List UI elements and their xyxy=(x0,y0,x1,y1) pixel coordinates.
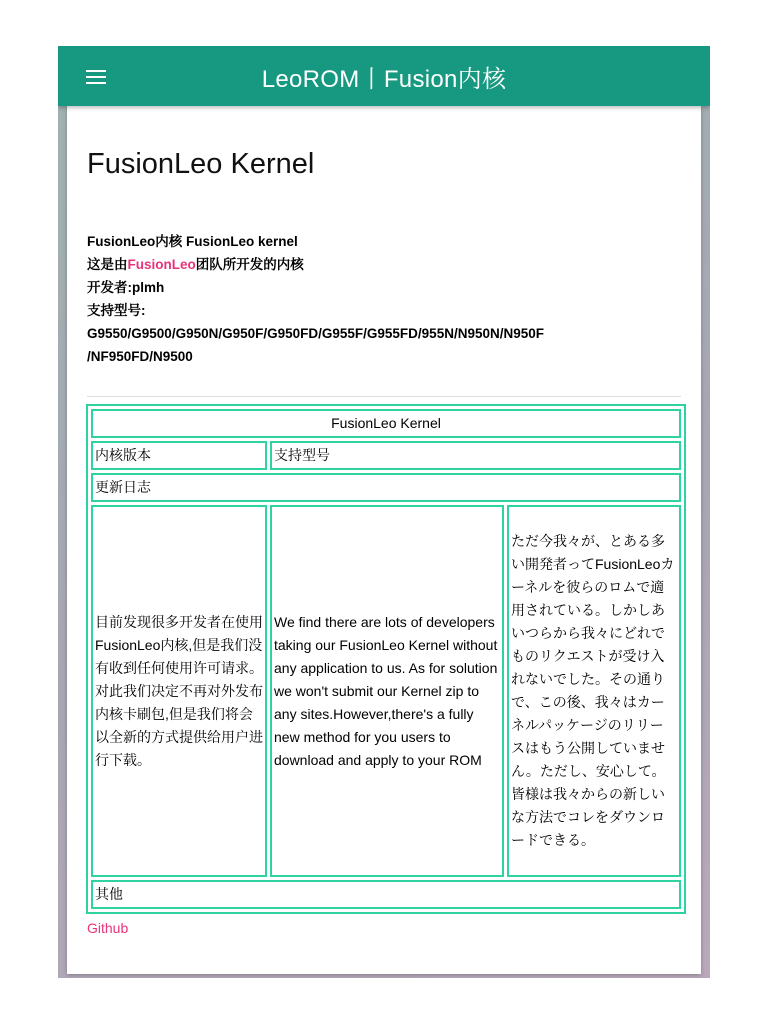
post-info xyxy=(87,230,687,368)
supported-models-cell: 支持型号 xyxy=(270,441,681,470)
notice-en-cell: We find there are lots of developers taking our FusionLeo Kernel without any application to us. As for solution we won't submit our Kernel zip to any sites.However,there's a fully new method for you users to download and apply to your ROM xyxy=(270,505,504,877)
post-card xyxy=(67,106,701,974)
models-line-2: /NF950FD/N9500 xyxy=(87,349,193,364)
table-row xyxy=(91,505,681,877)
kernel-version-cell: 内核版本 xyxy=(91,441,267,470)
table-row xyxy=(91,473,681,502)
divider xyxy=(87,396,681,397)
table-row xyxy=(91,409,681,438)
changelog-cell: 更新日志 xyxy=(91,473,681,502)
table-row xyxy=(91,441,681,470)
page-title: FusionLeo Kernel xyxy=(87,148,315,180)
kernel-table xyxy=(86,404,686,914)
info-line-2-suffix: 团队所开发的内核 xyxy=(195,257,304,272)
info-line-1: FusionLeo内核 FusionLeo kernel xyxy=(87,234,298,249)
app-title: LeoROM丨Fusion内核 xyxy=(261,65,507,93)
other-cell: 其他 xyxy=(91,880,681,909)
app-frame xyxy=(58,46,710,978)
developer-line: 开发者:plmh xyxy=(87,280,165,295)
info-line-2-prefix: 这是由 xyxy=(87,257,128,272)
table-row xyxy=(91,880,681,909)
models-line-1: G9550/G9500/G950N/G950F/G950FD/G955F/G955FD/955N/N950N/N950F xyxy=(87,326,544,341)
github-link[interactable]: Github xyxy=(87,920,129,936)
table-header-cell: FusionLeo Kernel xyxy=(91,409,681,438)
hamburger-menu-icon[interactable] xyxy=(86,70,106,84)
app-bar xyxy=(58,46,710,106)
notice-ja-cell: ただ今我々が、とある多い開発者ってFusionLeoカーネルを彼らのロムで適用されている。しかしあいつらから我々にどれでものリクエストが受け入れないでした。その通りで、この後、我々はカーネルパッケージのリリースはもう公開していません。ただし、安心して。皆様は我々からの新しいな方法でコレをダウンロードできる。 xyxy=(507,505,681,877)
notice-zh-cell: 目前发现很多开发者在使用FusionLeo内核,但是我们没有收到任何使用许可请求。对此我们决定不再对外发布内核卡刷包,但是我们将会以全新的方式提供给用户进行下载。 xyxy=(91,505,267,877)
models-label: 支持型号: xyxy=(87,303,146,318)
team-name-highlight: FusionLeo xyxy=(127,257,196,272)
info-line-2 xyxy=(87,253,687,276)
